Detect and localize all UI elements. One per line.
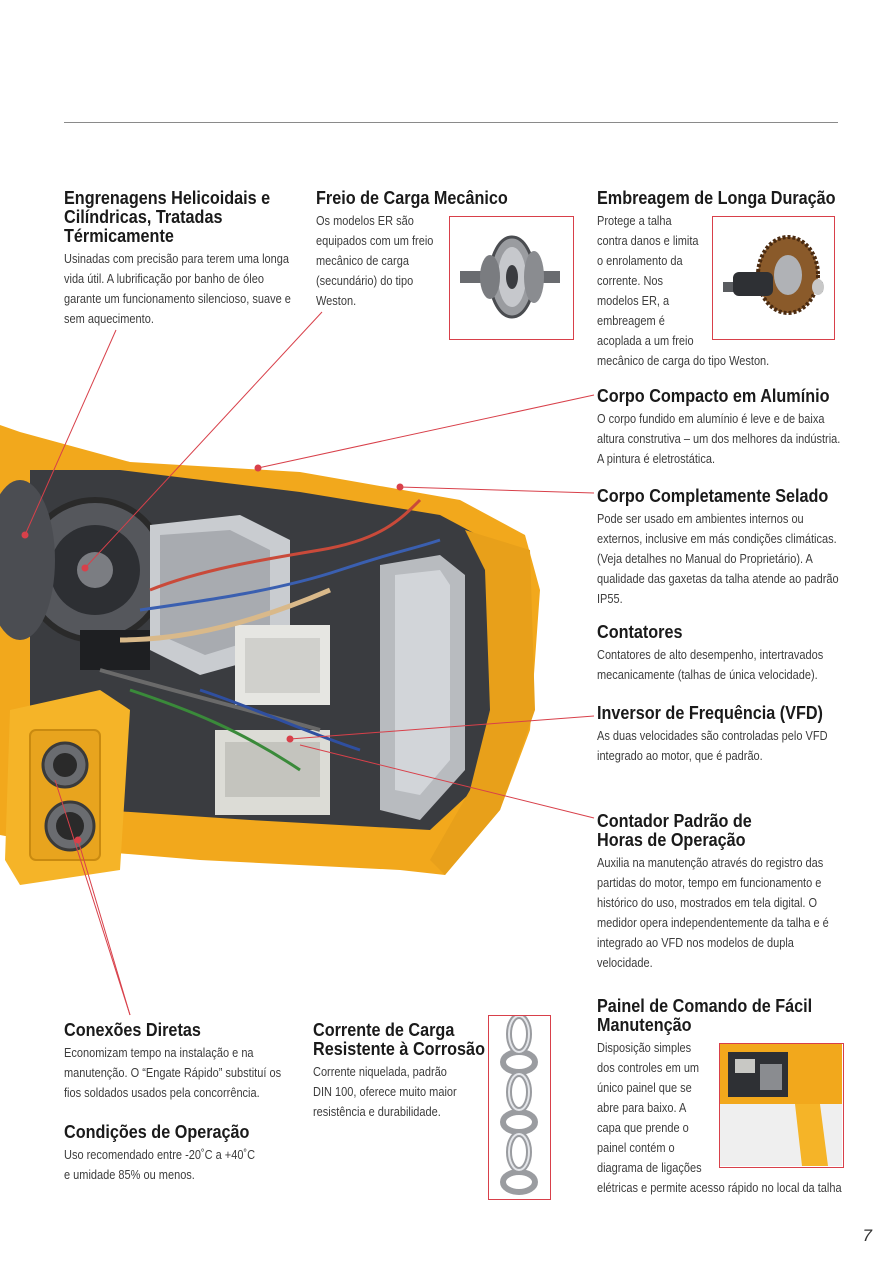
engrenagens-body: Usinadas com precisão para terem uma longa vida útil. A lubrificação por banho de óleo garante um funcionamento silencioso, suave e sem aquecimento.: [64, 252, 291, 326]
section-contador: [597, 812, 857, 973]
embreagem-body-wide: mecânico de carga do tipo Weston.: [597, 354, 770, 368]
contatores-title: Contatores: [597, 622, 683, 642]
inversor-title: Inversor de Frequência (VFD): [597, 703, 823, 723]
embreagem-clutch-image: [712, 216, 835, 340]
section-corpo-selado: [597, 487, 857, 609]
freio-body: Os modelos ER são equipados com um freio mecânico de carga (secundário) do tipo Weston.: [316, 214, 434, 308]
freio-title: Freio de Carga Mecânico: [316, 188, 508, 208]
embreagem-title: Embreagem de Longa Duração: [597, 188, 836, 208]
corpo-selado-title: Corpo Completamente Selado: [597, 486, 829, 506]
chain-links-icon: [489, 1016, 549, 1198]
engrenagens-title: Engrenagens Helicoidais e Cilíndricas, Tratadas Térmicamente: [64, 188, 271, 246]
contatores-body: Contatores de alto desempenho, intertravados mecanicamente (talhas de única velocidade).: [597, 648, 824, 682]
corrente-title: Corrente de Carga Resistente à Corrosão: [313, 1020, 485, 1059]
section-condicoes: [64, 1123, 304, 1185]
page-number: 7: [862, 1226, 872, 1245]
clutch-gear-icon: [713, 217, 833, 338]
section-conexoes: [64, 1021, 304, 1103]
corpo-selado-body: Pode ser usado em ambientes internos ou externos, inclusive em más condições climáticas. (Veja detalhes no Manual do Proprietário). A qualidade das gaxetas da talha atende ao padrão IP55.: [597, 512, 839, 606]
condicoes-body-line1: Uso recomendado entre -20˚C a +40˚C: [64, 1148, 256, 1162]
section-corpo-compacto: [597, 387, 857, 469]
section-corrente: [313, 1021, 503, 1122]
section-contatores: [597, 623, 857, 685]
painel-body-narrow: Disposição simples dos controles em um único painel que se abre para baixo. A capa que prende o painel contém o diagrama de ligações: [597, 1041, 702, 1175]
conexoes-body: Economizam tempo na instalação e na manutenção. O “Engate Rápido” substituí os fios soldados usados pela concorrência.: [64, 1046, 282, 1100]
painel-body-wide: elétricas e permite acesso rápido no local da talha: [597, 1181, 842, 1195]
corrente-body: Corrente niquelada, padrão DIN 100, oferece muito maior resistência e durabilidade.: [313, 1065, 457, 1119]
section-inversor: [597, 704, 857, 766]
section-engrenagens: [64, 189, 304, 329]
control-panel-icon: [720, 1044, 842, 1166]
painel-title: Painel de Comando de Fácil Manutenção: [597, 996, 813, 1035]
contador-title: Contador Padrão de Horas de Operação: [597, 811, 752, 850]
freio-brake-image: [449, 216, 574, 340]
corpo-compacto-body: O corpo fundido em alumínio é leve e de baixa altura construtiva – um dos melhores da indústria. A pintura é eletrostática.: [597, 412, 841, 466]
brake-assembly-icon: [450, 217, 572, 338]
corpo-compacto-title: Corpo Compacto em Alumínio: [597, 386, 830, 406]
inversor-body: As duas velocidades são controladas pelo VFD integrado ao motor, que é padrão.: [597, 729, 828, 763]
embreagem-body-narrow: Protege a talha contra danos e limita o enrolamento da corrente. Nos modelos ER, a embreagem é acoplada a um freio: [597, 214, 699, 348]
corrente-chain-image: [488, 1015, 551, 1200]
contador-body: Auxilia na manutenção através do registro das partidas do motor, tempo em funcionamento e histórico do uso, mostrados em tela digital. O medidor opera independentemente da talha e é integrado ao VFD nos modelos de dupla velocidade.: [597, 856, 829, 970]
condicoes-body-line2: e umidade 85% ou menos.: [64, 1168, 195, 1182]
condicoes-title: Condições de Operação: [64, 1122, 250, 1142]
conexoes-title: Conexões Diretas: [64, 1020, 201, 1040]
painel-control-image: [719, 1043, 844, 1168]
